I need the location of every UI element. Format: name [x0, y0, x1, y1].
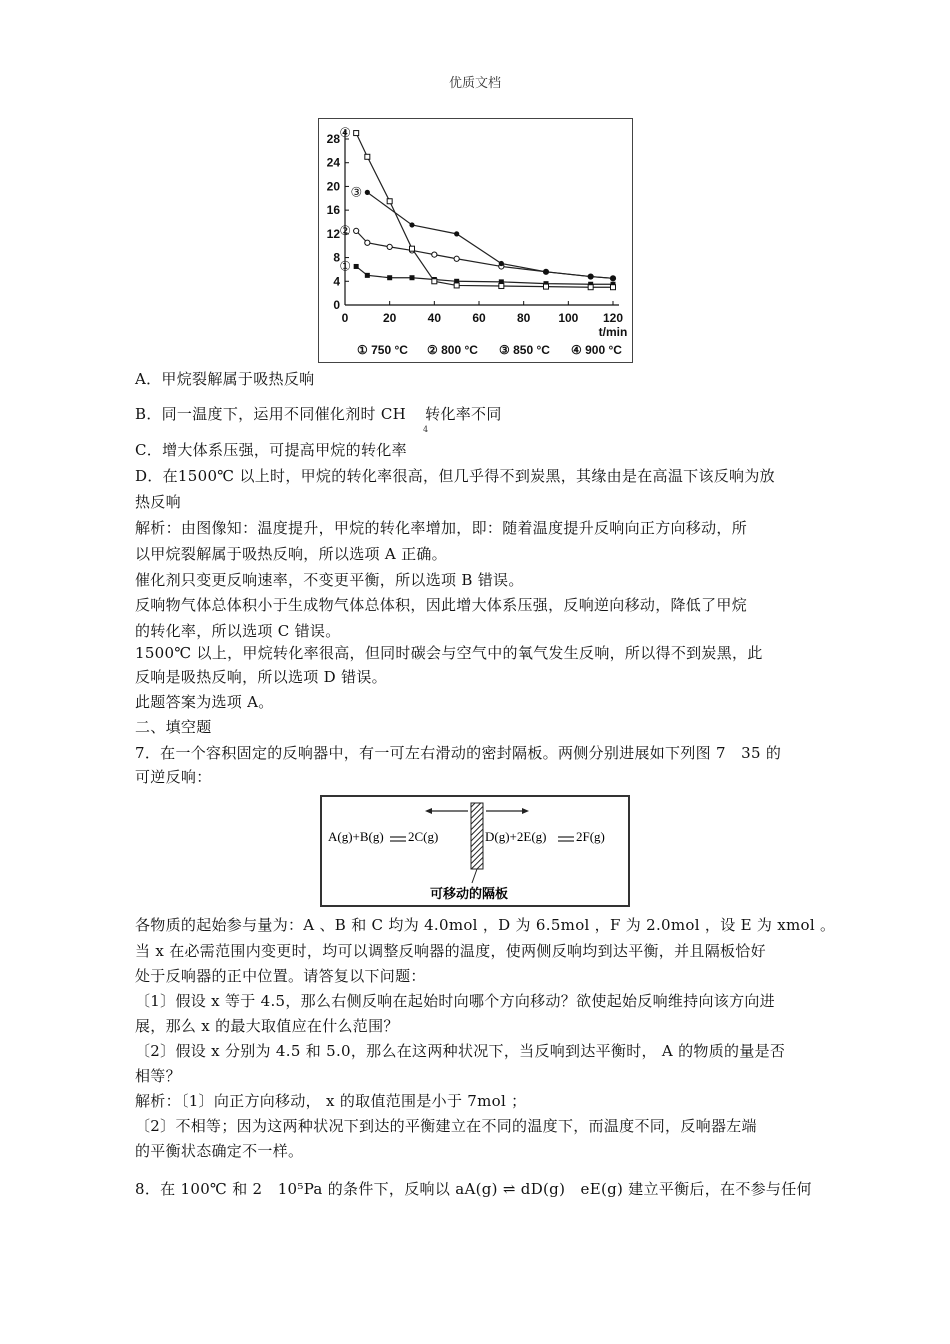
partition-label: 可移动的隔板 — [430, 887, 509, 902]
option-a: A．甲烷裂解属于吸热反响 — [135, 370, 315, 388]
data-point — [454, 283, 459, 288]
legend-entry: ② 800 °C — [427, 343, 478, 357]
data-point — [354, 131, 359, 136]
data-point — [610, 276, 615, 281]
analysis7-line: 〔2〕不相等；因为这两种状况下到达的平衡建立在不同的温度下，而温度不同，反响器左端 — [135, 1117, 757, 1135]
data-point — [365, 240, 370, 245]
data-point — [410, 246, 415, 251]
right-reactants: D(g)+2E(g) — [485, 829, 547, 844]
question7-line: 展，那么 x 的最大取值应在什么范围？ — [135, 1017, 399, 1035]
section-heading: 二、填空题 — [135, 718, 212, 736]
option-b — [135, 401, 815, 434]
data-point — [499, 284, 504, 289]
y-tick-label: 16 — [326, 203, 340, 218]
analysis-line: 的转化率，所以选项 C 错误。 — [135, 622, 341, 640]
legend-entry: ① 750 °C — [357, 343, 408, 357]
option-b-tail: 转化率不同 — [425, 405, 502, 423]
option-d-line2: 热反响 — [135, 493, 181, 511]
question7-intro: 可逆反响： — [135, 768, 212, 786]
y-tick-label: 0 — [333, 298, 340, 312]
question7-line: 处于反响器的正中位置。请答复以下问题： — [135, 967, 426, 985]
data-point — [387, 244, 392, 249]
x-tick-label: 100 — [558, 311, 579, 325]
question7-intro: 7．在一个容积固定的反响器中，有一可左右滑动的密封隔板。两侧分别进展如下列图 7 35 的 — [135, 744, 782, 762]
partition — [471, 803, 483, 869]
x-tick-label: 0 — [341, 311, 349, 325]
right-arrow-head — [522, 808, 529, 814]
analysis-line: 以甲烷裂解属于吸热反响，所以选项 A 正确。 — [135, 545, 447, 563]
x-axis-label: t/min — [598, 325, 628, 339]
option-c: C．增大体系压强，可提高甲烷的转化率 — [135, 441, 407, 459]
left-arrow-head — [425, 808, 432, 814]
analysis-line: 催化剂只变更反响速率，不变更平衡，所以选项 B 错误。 — [135, 571, 524, 589]
chart-svg — [319, 119, 632, 362]
y-tick-label: 28 — [326, 132, 340, 146]
data-point — [544, 284, 549, 289]
x-tick-label: 20 — [382, 311, 397, 325]
question7-line: 当 x 在必需范围内变更时，均可以调整反响器的温度，使两侧反响均到达平衡，并且隔板恰好 — [135, 942, 766, 960]
series-marker-label: ③ — [350, 184, 363, 200]
series-line — [367, 192, 613, 278]
reactor-svg — [322, 797, 628, 905]
data-point — [432, 252, 437, 257]
data-point — [454, 256, 459, 261]
left-product: 2C(g) — [408, 829, 439, 844]
series-marker-label: ② — [339, 222, 351, 238]
analysis7-line: 解析：〔1〕向正方向移动， x 的取值范围是小于 7mol ； — [135, 1092, 527, 1110]
data-point — [387, 199, 392, 204]
series-marker-label: ① — [339, 258, 351, 274]
y-tick-label: 20 — [326, 179, 340, 194]
analysis-line: 反响是吸热反响，所以选项 D 错误。 — [135, 668, 387, 686]
data-point — [588, 285, 593, 290]
data-point — [588, 274, 593, 279]
analysis7-line: 的平衡状态确定不一样。 — [135, 1142, 304, 1160]
data-point — [454, 231, 459, 236]
option-b-text: B．同一温度下，运用不同催化剂时 CH — [135, 405, 407, 423]
label-leader — [472, 869, 477, 883]
analysis-line: 反响物气体总体积小于生成物气体总体积，因此增大体系压强，反响逆向移动，降低了甲烷 — [135, 596, 748, 614]
series-marker-label: ④ — [339, 125, 351, 141]
data-point — [543, 269, 548, 274]
reactor-diagram — [320, 795, 630, 907]
analysis-line: 1500℃ 以上，甲烷转化率很高，但同时碳会与空气中的氧气发生反响，所以得不到炭黑，此 — [135, 644, 763, 662]
data-point — [432, 279, 437, 284]
data-point — [611, 285, 616, 290]
page-header: 优质文档 — [448, 76, 501, 91]
data-point — [365, 273, 370, 278]
data-point — [365, 190, 370, 195]
y-tick-label: 24 — [326, 155, 340, 170]
x-tick-label: 80 — [516, 311, 531, 325]
data-point — [410, 275, 415, 280]
right-product: 2F(g) — [576, 829, 605, 844]
question7-line: 〔2〕假设 x 分别为 4.5 和 5.0，那么在这两种状况下，当反响到达平衡时， A 的物质的量是否 — [135, 1042, 786, 1060]
answer-line: 此题答案为选项 A。 — [135, 693, 274, 711]
x-tick-label: 120 — [602, 311, 624, 325]
series-line — [356, 231, 613, 278]
data-point — [354, 228, 359, 233]
x-tick-label: 40 — [427, 311, 442, 325]
analysis-line: 解析：由图像知：温度提升，甲烷的转化率增加，即：随着温度提升反响向正方向移动，所 — [135, 519, 748, 537]
data-point — [387, 275, 392, 280]
option-b-subscript: 4 — [423, 425, 429, 434]
left-reactants: A(g)+B(g) — [328, 829, 384, 844]
conversion-chart — [318, 118, 633, 363]
data-point — [499, 261, 504, 266]
data-point — [409, 222, 414, 227]
question8-line: 8．在 100℃ 和 2 10⁵Pa 的条件下，反响以 aA(g) ⇌ dD(g) eE(g) 建立平衡后，在不参与任何 — [135, 1180, 812, 1198]
x-tick-label: 60 — [472, 311, 486, 325]
legend-entry: ④ 900 °C — [571, 343, 622, 357]
y-tick-label: 8 — [333, 250, 340, 265]
question7-line: 各物质的起始参与量为：A 、B 和 C 均为 4.0mol ，D 为 6.5mol ，F 为 2.0mol ，设 E 为 xmol 。 — [135, 916, 836, 934]
option-d-line1: D．在1500℃ 以上时，甲烷的转化率很高，但几乎得不到炭黑，其缘由是在高温下该反响为放 — [135, 467, 775, 485]
legend-entry: ③ 850 °C — [499, 343, 550, 357]
data-point — [365, 154, 370, 159]
question7-line: 相等？ — [135, 1067, 181, 1085]
y-tick-label: 4 — [333, 274, 340, 289]
data-point — [354, 264, 359, 269]
question7-line: 〔1〕假设 x 等于 4.5，那么右侧反响在起始时向哪个方向移动？欲使起始反响维持向该方向进 — [135, 992, 775, 1010]
y-tick-label: 12 — [326, 226, 340, 241]
